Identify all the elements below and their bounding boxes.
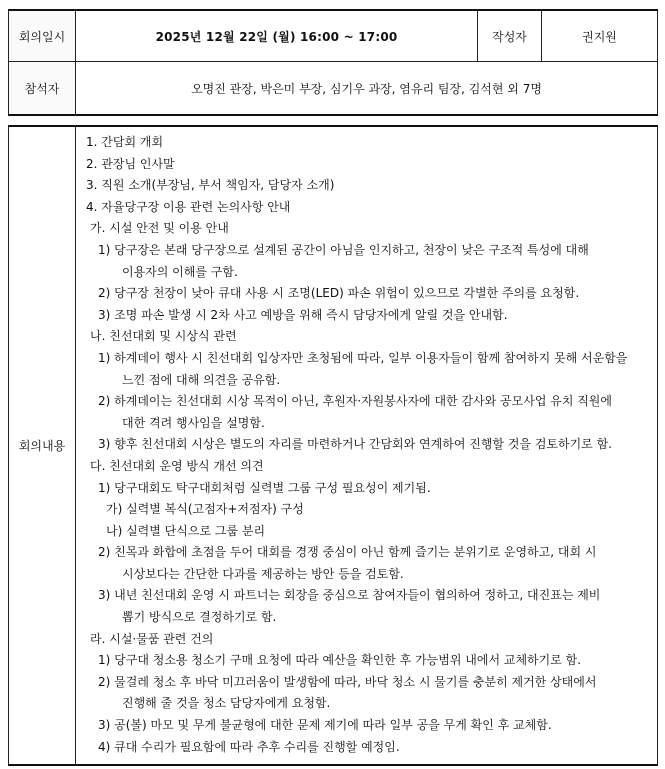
content-line: 4) 큐대 수리가 필요함에 따라 추후 수리를 진행할 예정임. [98,739,400,754]
content-line: 1. 간담회 개회 [86,135,164,149]
content-line: 1) 당구대회도 탁구대회처럼 실력별 그룹 구성 필요성이 제기됨. [98,480,431,495]
content-line: 뽑기 방식으로 결정하기로 함. [122,610,277,625]
meeting-content-row [9,126,658,765]
content-line: 2. 관장님 인사말 [86,156,175,171]
meeting-date-value: 2025년 12월 22일 (월) 16:00 ~ 17:00 [76,10,478,62]
meeting-date-row [9,10,658,62]
content-line: 가. 시설 안전 및 이용 안내 [90,221,229,236]
content-line: 대한 격려 행사임을 설명함. [122,415,265,430]
attendees-row [9,62,658,116]
meeting-date-label: 회의일시 [9,10,76,62]
content-line: 시상보다는 간단한 다과를 제공하는 방안 등을 검토함. [122,566,404,581]
content-line: 3. 직원 소개(부장님, 부서 책임자, 담당자 소개) [86,178,335,193]
content-line: 가) 실력별 복식(고점자+저점자) 구성 [106,502,304,517]
author-value: 권지원 [542,10,658,62]
author-label: 작성자 [478,10,542,62]
content-line: 라. 시설·물품 관련 건의 [90,631,214,646]
content-line: 2) 물걸레 청소 후 바닥 미끄러움이 발생함에 따라, 바닥 청소 시 물기를 충분히 제거한 상태에서 [98,674,597,689]
content-line: 3) 조명 파손 발생 시 2차 사고 예방을 위해 즉시 담당자에게 알릴 것을 안내함. [98,307,508,322]
content-line: 나. 친선대회 및 시상식 관련 [90,329,237,344]
content-lines [86,132,649,758]
meeting-header-table [8,9,658,116]
meeting-content-table [8,125,658,766]
content-line: 이용자의 이해를 구함. [122,264,238,279]
content-line: 나) 실력별 단식으로 그룹 분리 [106,523,266,538]
attendees-value: 오명진 관장, 박은미 부장, 심기우 과장, 염유리 팀장, 김석현 외 7명 [76,62,658,116]
content-line: 다. 친선대회 운영 방식 개선 의견 [90,458,264,473]
content-line: 느낀 점에 대해 의견을 공유함. [122,372,281,387]
content-line: 진행해 줄 것을 청소 담당자에게 요청함. [122,696,331,711]
meeting-content-body [76,126,658,765]
content-line: 2) 하계데이는 친선대회 시상 목적이 아닌, 후원자·자원봉사자에 대한 감사와 공모사업 유치 직원에 [98,394,612,409]
content-line: 3) 내년 친선대회 운영 시 파트너는 회장을 중심으로 참여자들이 협의하여 정하고, 대진표는 제비 [98,588,601,603]
content-line: 3) 향후 친선대회 시상은 별도의 자리를 마련하거나 간담회와 연계하여 진행할 것을 검토하기로 함. [98,437,612,452]
content-line: 1) 당구대 청소용 청소기 구매 요청에 따라 예산을 확인한 후 가능범위 내에서 교체하기로 함. [98,653,582,668]
content-line: 3) 공(볼) 마모 및 무게 불균형에 대한 문제 제기에 따라 일부 공을 무게 확인 후 교체함. [98,718,552,733]
attendees-label: 참석자 [9,62,76,116]
content-line: 4. 자율당구장 이용 관련 논의사항 안내 [86,199,291,214]
content-line: 2) 당구장 천장이 낮아 큐대 사용 시 조명(LED) 파손 위험이 있으므로 각별한 주의를 요청함. [98,286,580,301]
content-line: 2) 친목과 화합에 초점을 두어 대회를 경쟁 중심이 아닌 함께 즐기는 분위기로 운영하고, 대회 시 [98,545,597,560]
meeting-content-label: 회의내용 [9,126,76,765]
content-line: 1) 하계데이 행사 시 친선대회 입상자만 초청됨에 따라, 일부 이용자들이 함께 참여하지 못해 서운함을 [98,350,628,365]
content-line: 1) 당구장은 본래 당구장으로 설계된 공간이 아님을 인지하고, 천장이 낮은 구조적 특성에 대해 [98,242,589,257]
